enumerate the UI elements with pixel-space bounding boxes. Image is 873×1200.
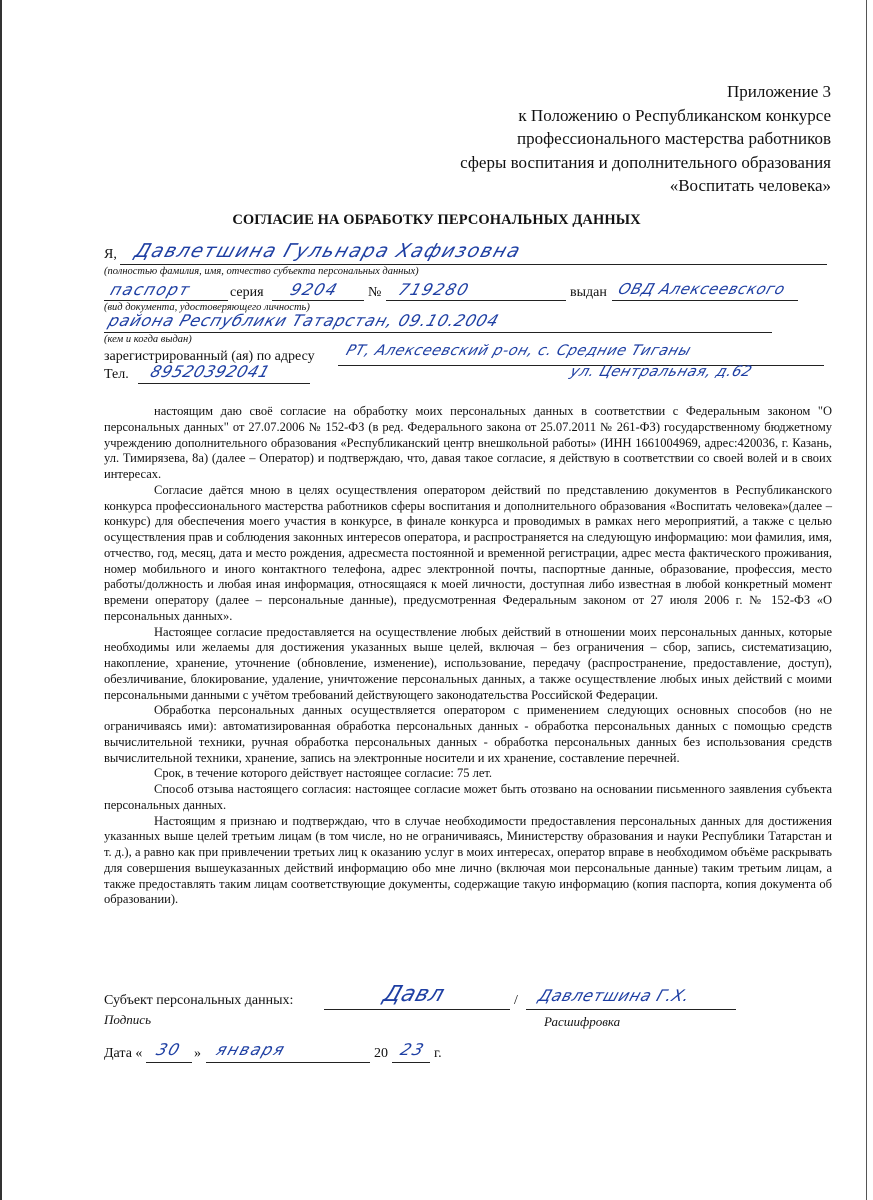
number-label: № [368, 285, 382, 300]
series-label: серия [230, 285, 264, 300]
year-handwritten: 23 [398, 1040, 428, 1059]
decoding-caption: Расшифровка [544, 1014, 621, 1029]
consent-paragraph: Срок, в течение которого действует настоящее согласие: 75 лет. [154, 766, 493, 781]
signature-underline [324, 1009, 510, 1010]
decoding-underline [526, 1009, 736, 1010]
date-day-underline [146, 1062, 192, 1063]
date-day-handwritten: 30 [154, 1040, 184, 1059]
series-underline [272, 300, 364, 301]
name-caption: (полностью фамилия, имя, отчество субъекта персональных данных) [104, 266, 419, 277]
scan-left-edge [0, 0, 2, 1200]
issued-underline [612, 300, 798, 301]
date-close-quote: » [194, 1046, 201, 1061]
phone-underline [138, 383, 310, 384]
consent-paragraph: Настоящим я признаю и подтверждаю, что в случае необходимости предоставления персональных данных для достижения указанных выше целей третьим лицам (в том числе, но не ограничиваясь, Министерству образования и науки Республики Татарстан и т. д.), а равно как при привлечении третьих лиц к оказанию услуг в моих интересах, оператор вправе в необходимом объёме раскрывать для совершения вышеуказанных действий информацию обо мне лично (включая мои персональные данные) таким третьим лицам, а также предоставлять таким лицам соответствующие документы, содержащие такую информацию (копия паспорта, копия документа об образовании). [104, 813, 832, 907]
date-label: Дата « [104, 1046, 143, 1061]
date-month-underline [206, 1062, 370, 1063]
consent-paragraph: Способ отзыва настоящего согласия: настоящее согласие может быть отозвано на основании письменного заявления субъекта персональных данных. [104, 782, 832, 812]
number-handwritten: 719280 [396, 280, 473, 299]
signature-slash: / [514, 993, 518, 1008]
address-label: зарегистрированный (ая) по адресу [104, 349, 315, 364]
name-handwritten: Давлетшина Гульнара Хафизовна [132, 240, 525, 262]
number-underline [386, 300, 566, 301]
issued-by-handwritten: ОВД Алексеевского [616, 280, 788, 298]
appendix-line: к Положению о Республиканском конкурсе [518, 105, 831, 125]
issued-by-handwritten-2: района Республики Татарстан, 09.10.2004 [106, 311, 502, 330]
appendix-line: Приложение 3 [727, 82, 831, 101]
year-suffix: г. [434, 1046, 442, 1061]
signature-caption: Подпись [104, 1012, 151, 1027]
consent-paragraph: Обработка персональных данных осуществляется оператором с применением следующих основных способов (но не ограничиваясь ими): автоматизированная обработка персональных данных - обработка персональных данных с помощью средств вычислительной техники, ручная обработка персональных данных - обработка персональных данных без использования средств вычислительной техники, хранение, запись на электронные носители и их хранение, составление перечней. [104, 703, 832, 765]
document-title: СОГЛАСИЕ НА ОБРАБОТКУ ПЕРСОНАЛЬНЫХ ДАННЫХ [232, 212, 641, 228]
appendix-line: профессионального мастерства работников [517, 129, 831, 148]
address-handwritten-2: ул. Центральная, д.62 [568, 364, 755, 380]
address-handwritten: РТ, Алексеевский р-он, с. Средние Тиганы [344, 343, 694, 359]
phone-label: Тел. [104, 367, 129, 382]
year-underline [392, 1062, 430, 1063]
year-prefix: 20 [374, 1046, 388, 1061]
issued-label: выдан [570, 285, 607, 300]
consent-paragraph: настоящим даю своё согласие на обработку моих персональных данных в соответствии с Федеральным законом "О персональных данных" от 27.07.2006 № 152-ФЗ (в ред. Федерального закона от 25.07.2011 № 261-ФЗ) государственному бюджетному учреждению дополнительного образования «Республиканский центр внешкольной работы» (ИНН 1661004969, адрес:420036, г. Казань, ул. Тимирязева, 8а) (далее – Оператор) и подтверждаю, что, давая такое согласие, я действую в соответствии со своей волей и в своих интересах. [104, 404, 832, 481]
doc-type-handwritten: паспорт [108, 280, 194, 299]
date-month-handwritten: января [214, 1040, 289, 1059]
issued-underline-2 [104, 332, 772, 333]
issued-caption: (кем и когда выдан) [104, 334, 192, 345]
scan-right-edge [866, 0, 867, 1200]
appendix-header [460, 80, 831, 198]
consent-paragraph: Согласие даётся мною в целях осуществления оператором действий по представлению документов в Республиканского конкурса профессионального мастерства работников сферы воспитания и дополнительного образования «Воспитать человека»(далее – конкурс) для обеспечения моего участия в конкурсе, в финале конкурса и проводимых в рамках него мероприятий, а также с целью осуществления прав и соблюдения законных интересов оператора, и распространяется на следующую информацию: мои фамилия, имя, отчество, год, месяц, дата и место рождения, адресместа постоянной и временной регистрации, адрес места фактического проживания, номер мобильного и иного контактного телефона, адрес электронной почты, паспортные данные, образование, профессия, место работы/должность и любая иная информация, относящаяся к моей личности, доступная либо известная в любой конкретный момент времени оператору (далее – персональные данные), предусмотренная Федеральным законом от 27 июля 2006 г. № 152-ФЗ «О персональных данных». [104, 482, 832, 623]
decoding-handwritten: Давлетшина Г.Х. [536, 986, 693, 1005]
subject-label: Субъект персональных данных: [104, 993, 294, 1008]
phone-handwritten: 89520392041 [148, 362, 273, 381]
consent-body [104, 404, 832, 908]
consent-paragraph: Настоящее согласие предоставляется на осуществление любых действий в отношении моих персональных данных, которые необходимы или желаемы для достижения указанных выше целей, включая – без ограничения – сбор, запись, систематизацию, накопление, хранение, уточнение (обновление, изменение), использование, передачу (распространение, предоставление, доступ), обезличивание, блокирование, удаление, уничтожение персональных данных, а также осуществление любых иных действий с моими персональными данными с учётом требований действующего законодательства Российской Федерации. [104, 624, 832, 702]
appendix-line: сферы воспитания и дополнительного образования [460, 152, 831, 172]
i-label: Я, [104, 247, 117, 262]
appendix-line: «Воспитать человека» [669, 176, 831, 195]
signature-handwritten: Давл [380, 982, 448, 1007]
doc-caption: (вид документа, удостоверяющего личность) [104, 302, 310, 313]
name-underline [120, 264, 827, 265]
series-handwritten: 9204 [288, 280, 341, 299]
doc-type-underline [104, 300, 228, 301]
